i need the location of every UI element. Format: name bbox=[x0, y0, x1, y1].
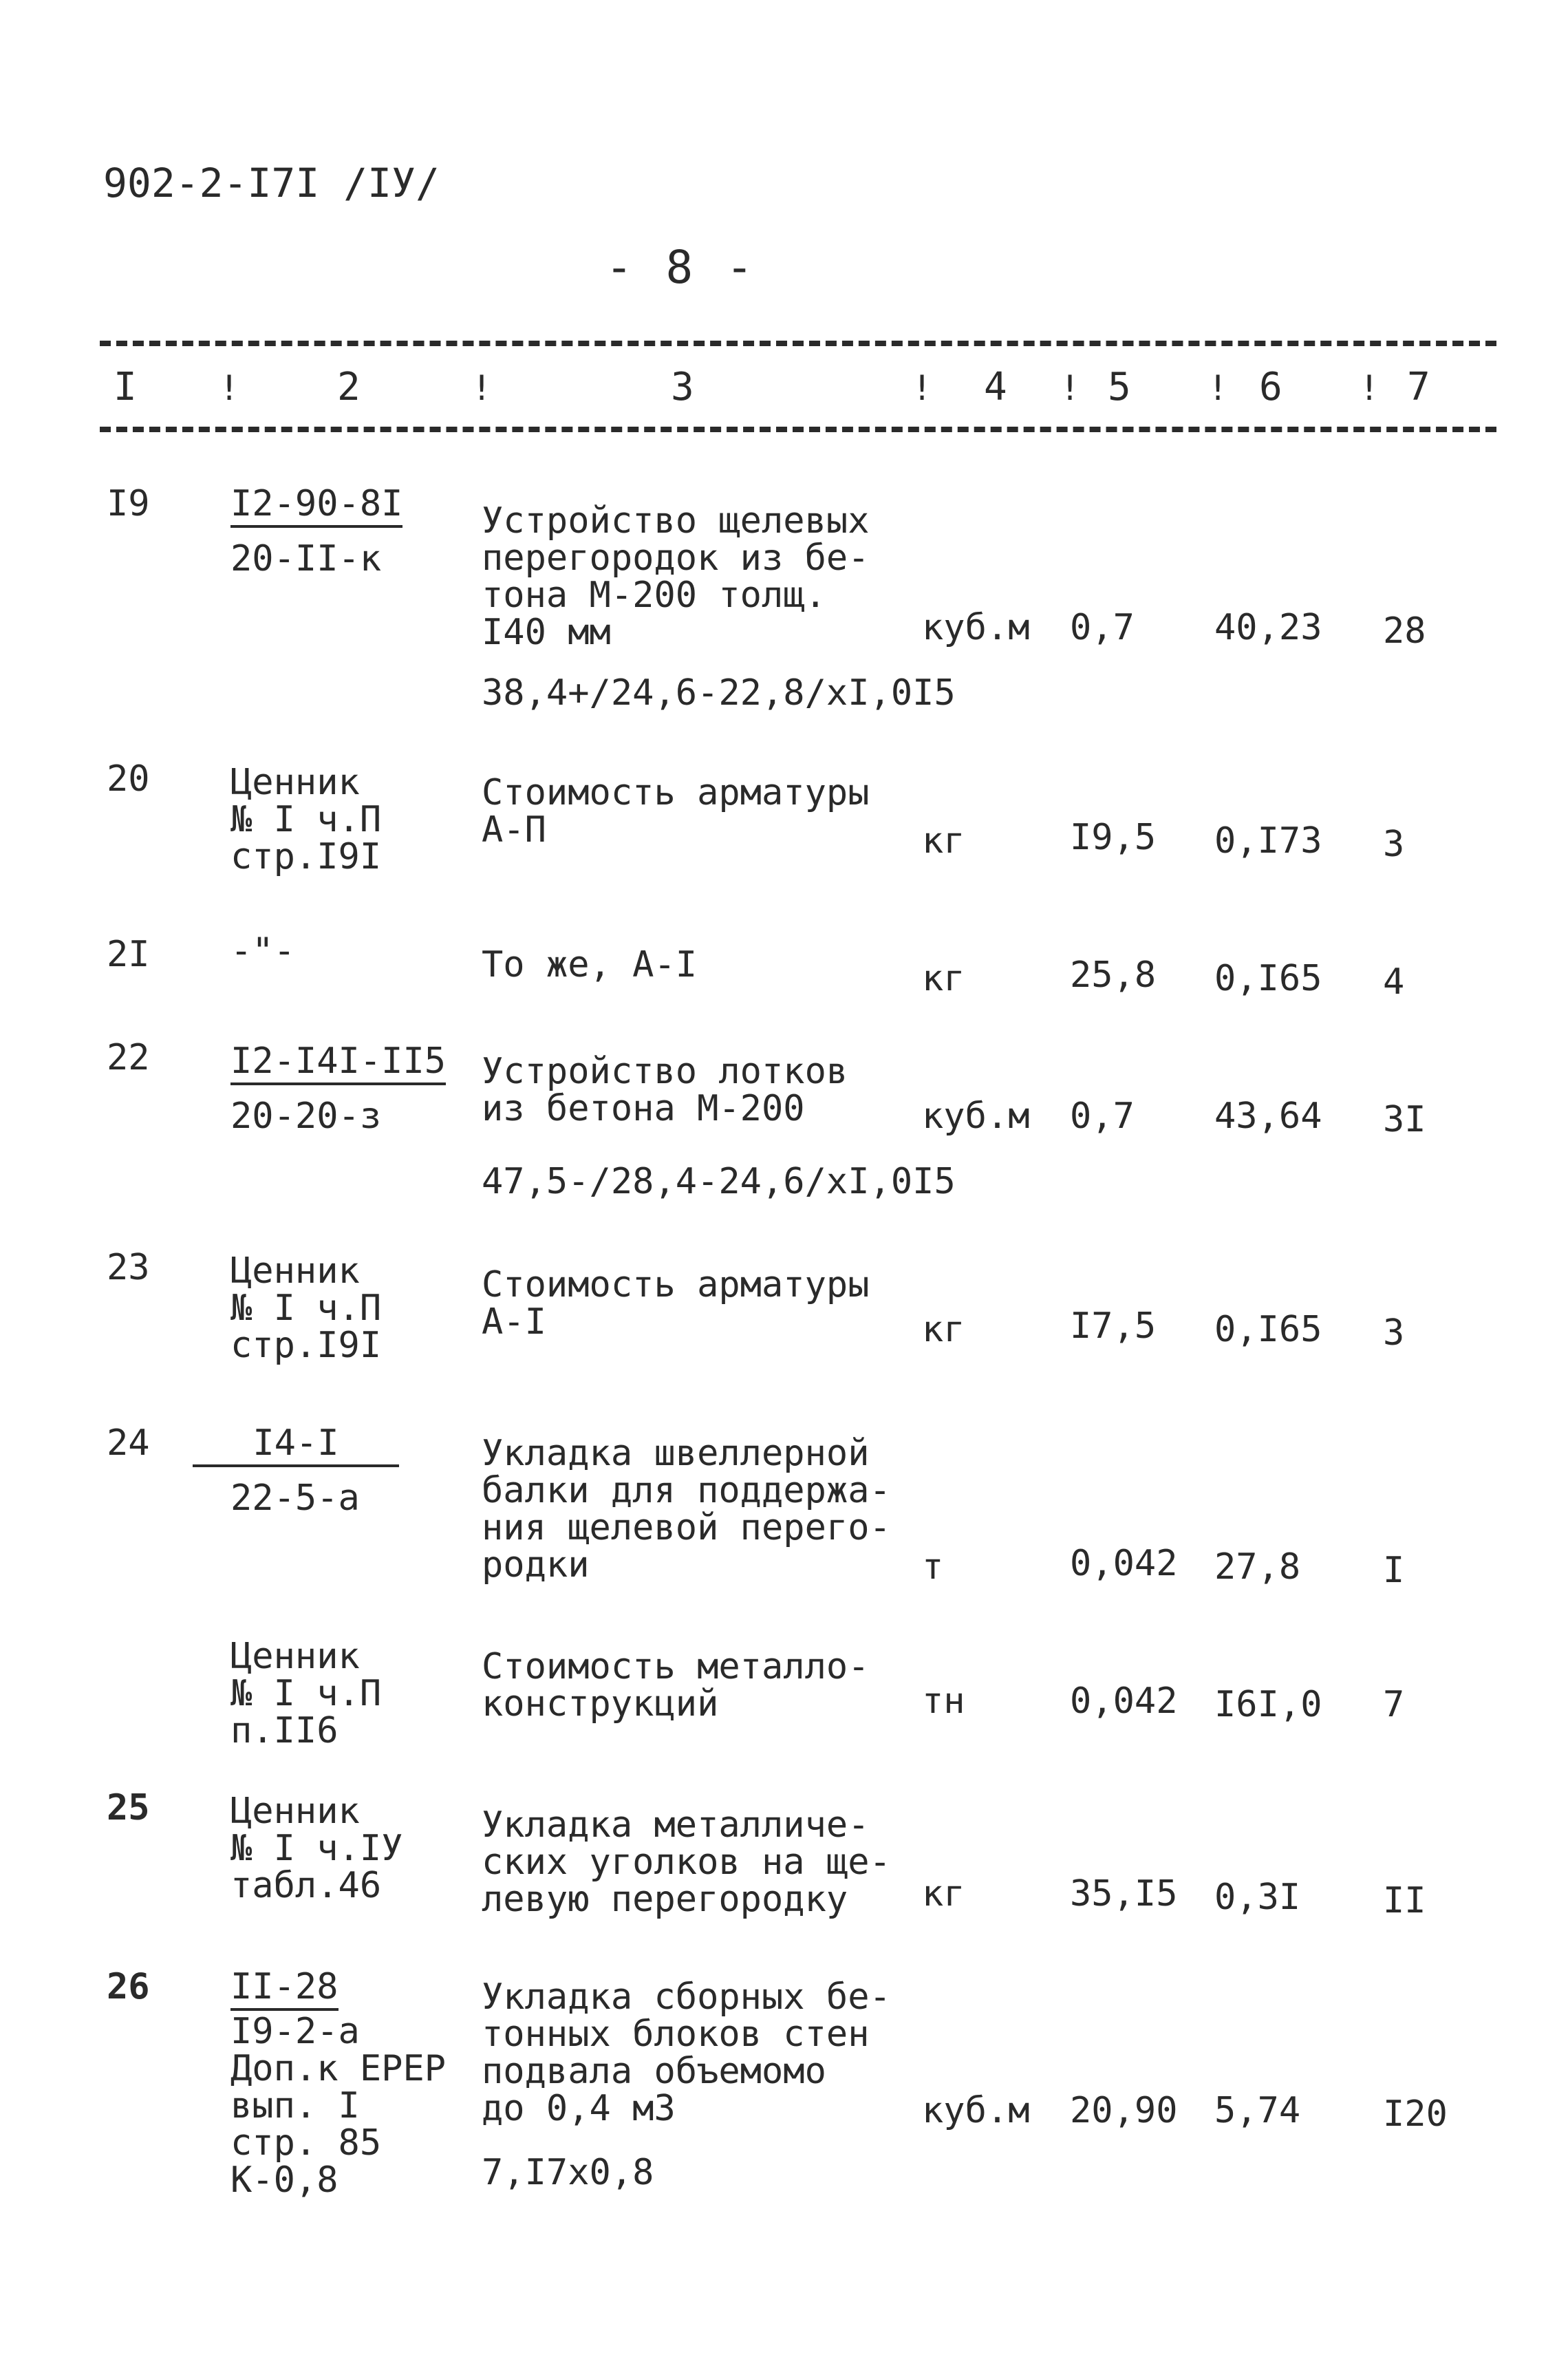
norm-code: -"- bbox=[230, 930, 295, 972]
calculation-note: 38,4+/24,6-22,8/хI,0I5 bbox=[482, 672, 956, 714]
column-header-7: 7 bbox=[1407, 365, 1430, 409]
norm-code: Ценник № I ч.IУ табл.46 bbox=[230, 1791, 403, 1906]
quantity: 25,8 bbox=[1070, 954, 1157, 996]
unit: куб.м bbox=[922, 1096, 1030, 1137]
row-number: 23 bbox=[107, 1247, 150, 1288]
row-number: 24 bbox=[107, 1422, 150, 1464]
quantity: 0,7 bbox=[1070, 607, 1135, 648]
total-cost: II bbox=[1383, 1880, 1426, 1921]
unit-price: 0,3I bbox=[1214, 1877, 1301, 1918]
unit: тн bbox=[922, 1681, 965, 1722]
work-description: Устройство лотков из бетона М-200 bbox=[482, 1051, 848, 1129]
work-description: Стоимость металло- конструкций bbox=[482, 1646, 870, 1725]
total-cost: 4 bbox=[1383, 961, 1405, 1003]
quantity: 0,042 bbox=[1070, 1543, 1178, 1584]
column-header-4: 4 bbox=[984, 365, 1007, 409]
total-cost: 3 bbox=[1383, 824, 1405, 865]
unit-price: 0,I73 bbox=[1214, 820, 1322, 862]
table-header-top-rule bbox=[100, 341, 1496, 346]
norm-code-numerator: I4-I bbox=[193, 1425, 399, 1467]
column-separator: ! bbox=[1060, 368, 1081, 408]
unit-price: 40,23 bbox=[1214, 607, 1322, 648]
table-header-bottom-rule bbox=[100, 427, 1496, 432]
column-header-6: 6 bbox=[1259, 365, 1282, 409]
work-description: То же, А-I bbox=[482, 944, 698, 985]
unit-price: 0,I65 bbox=[1214, 1309, 1322, 1350]
total-cost: 3I bbox=[1383, 1099, 1426, 1140]
norm-code bbox=[230, 1043, 446, 1085]
norm-code-denominator: 22-5-а bbox=[230, 1478, 360, 1519]
column-header-5: 5 bbox=[1108, 365, 1131, 409]
row-number: 2I bbox=[107, 934, 150, 975]
norm-code bbox=[230, 1968, 339, 2011]
work-description: Устройство щелевых перегородок из бе- тона М-200 толщ. I40 мм bbox=[482, 500, 870, 653]
norm-code-numerator: I2-90-8I bbox=[230, 485, 402, 528]
column-separator: ! bbox=[219, 368, 240, 408]
unit: кг bbox=[922, 1309, 965, 1350]
row-number: 22 bbox=[107, 1037, 150, 1078]
document-code: 902-2-I7I /IУ/ bbox=[103, 160, 440, 206]
quantity: I9,5 bbox=[1070, 817, 1157, 858]
unit-price: 43,64 bbox=[1214, 1096, 1322, 1137]
unit: кг bbox=[922, 820, 965, 862]
work-description: Укладка металличе- ских уголков на ще- левую перегородку bbox=[482, 1804, 891, 1920]
quantity: 20,90 bbox=[1070, 2090, 1178, 2131]
column-separator: ! bbox=[912, 368, 933, 408]
total-cost: 3 bbox=[1383, 1312, 1405, 1354]
calculation-note: 47,5-/28,4-24,6/хI,0I5 bbox=[482, 1161, 956, 1202]
quantity: 35,I5 bbox=[1070, 1873, 1178, 1915]
total-cost: 7 bbox=[1383, 1684, 1405, 1725]
column-header-3: 3 bbox=[671, 365, 694, 409]
unit: кг bbox=[922, 958, 965, 999]
column-separator: ! bbox=[1207, 368, 1229, 408]
column-header-1: I bbox=[114, 365, 137, 409]
work-description: Стоимость арматуры А-П bbox=[482, 772, 870, 851]
work-description: Укладка швеллерной балки для поддержа- ния щелевой перего- родки bbox=[482, 1433, 891, 1586]
norm-code-numerator: I2-I4I-II5 bbox=[230, 1043, 446, 1085]
quantity: 0,042 bbox=[1070, 1681, 1178, 1722]
total-cost: I20 bbox=[1383, 2093, 1448, 2135]
norm-code-numerator: II-28 bbox=[230, 1968, 339, 2011]
work-description: Стоимость арматуры А-I bbox=[482, 1264, 870, 1343]
column-header-2: 2 bbox=[337, 365, 361, 409]
norm-code-denominator: 20-20-з bbox=[230, 1096, 382, 1137]
norm-code: Ценник № I ч.П стр.I9I bbox=[230, 762, 382, 877]
total-cost: I bbox=[1383, 1550, 1405, 1591]
quantity: I7,5 bbox=[1070, 1305, 1157, 1347]
unit: кг bbox=[922, 1873, 965, 1915]
row-number: I9 bbox=[107, 483, 150, 524]
norm-code-denominator: 20-II-к bbox=[230, 538, 382, 579]
work-description: Укладка сборных бе- тонных блоков стен подвала объемомо до 0,4 м3 bbox=[482, 1976, 891, 2129]
unit-price: 5,74 bbox=[1214, 2090, 1301, 2131]
norm-code: Ценник № I ч.П п.II6 bbox=[230, 1636, 382, 1751]
column-separator: ! bbox=[1359, 368, 1380, 408]
unit: куб.м bbox=[922, 607, 1030, 648]
row-number: 25 bbox=[107, 1787, 150, 1828]
calculation-note: 7,I7х0,8 bbox=[482, 2152, 654, 2193]
page-number: - 8 - bbox=[605, 241, 756, 294]
row-number: 20 bbox=[107, 758, 150, 800]
unit: т bbox=[922, 1546, 944, 1588]
unit-price: 0,I65 bbox=[1214, 958, 1322, 999]
unit: куб.м bbox=[922, 2090, 1030, 2131]
total-cost: 28 bbox=[1383, 610, 1426, 652]
unit-price: 27,8 bbox=[1214, 1546, 1301, 1588]
norm-code bbox=[230, 485, 402, 528]
norm-code-denominator: I9-2-а Доп.к ЕРЕР вып. I стр. 85 К-0,8 bbox=[230, 2011, 447, 2201]
row-number: 26 bbox=[107, 1966, 150, 2007]
unit-price: I6I,0 bbox=[1214, 1684, 1322, 1725]
norm-code: Ценник № I ч.П стр.I9I bbox=[230, 1250, 382, 1366]
quantity: 0,7 bbox=[1070, 1096, 1135, 1137]
column-separator: ! bbox=[471, 368, 493, 408]
